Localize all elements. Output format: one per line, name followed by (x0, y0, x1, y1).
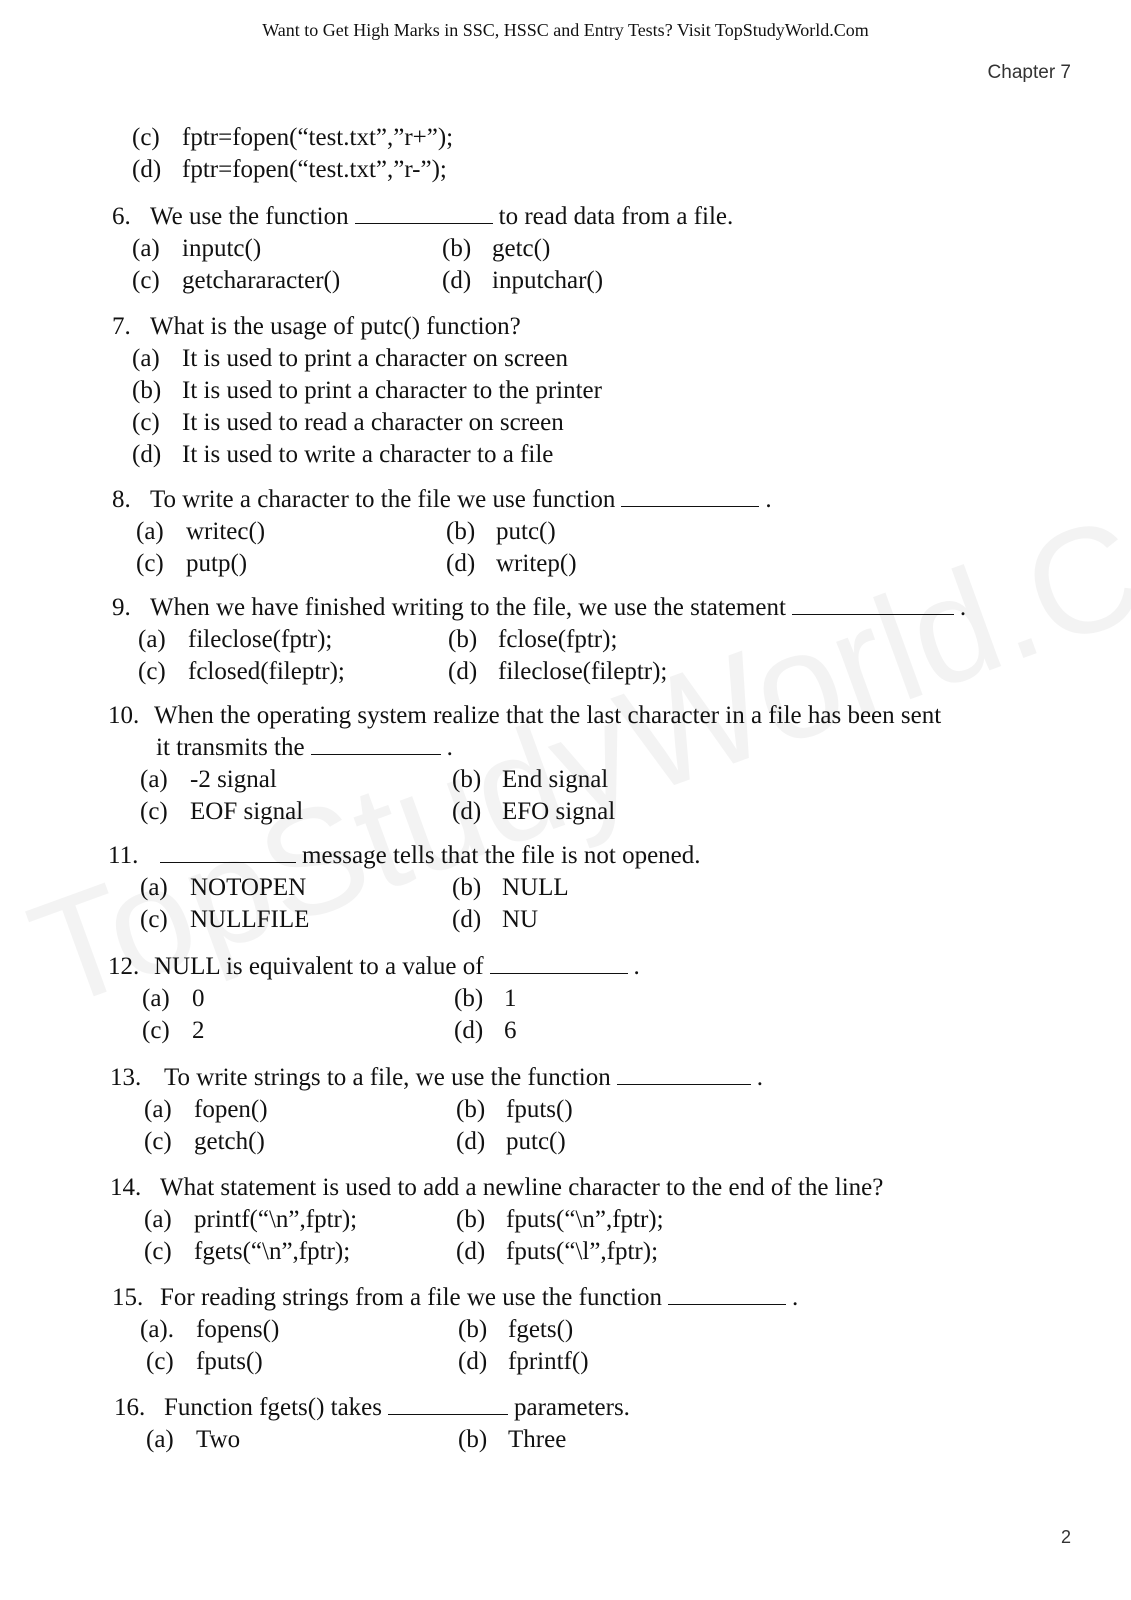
option-text: NULL (502, 874, 569, 901)
option-c (132, 265, 340, 297)
question-number: 7. (112, 313, 131, 340)
option-text: inputc() (182, 235, 262, 262)
question-stem (0, 700, 1131, 732)
stem-text: We use the function (150, 203, 349, 230)
option-d (0, 439, 1131, 471)
option-d (452, 796, 615, 828)
option-c (142, 1015, 205, 1047)
option-text: writep() (496, 550, 577, 577)
option-label: (b) (456, 1206, 486, 1233)
options-row (0, 1424, 1131, 1456)
option-a (146, 1424, 240, 1456)
option-label: (b) (442, 235, 472, 262)
stem-text-end: . (446, 734, 453, 761)
question-stem (0, 1062, 1131, 1094)
option-c (138, 656, 345, 688)
question-stem (0, 951, 1131, 983)
option-text: It is used to print a character to the printer (182, 377, 602, 404)
option-label: (d) (132, 156, 162, 183)
option-b (448, 624, 617, 656)
option-label: (c) (144, 1238, 172, 1265)
question-14 (0, 1172, 1131, 1268)
option-text: fputs(“\l”,fptr); (506, 1238, 659, 1265)
stem-text-end: . (765, 486, 772, 513)
option-text: fputs() (506, 1096, 573, 1123)
option-text: putc() (506, 1128, 566, 1155)
option-text: fileclose(fileptr); (498, 658, 668, 685)
option-label: (d) (454, 1017, 484, 1044)
stem-text: What is the usage of putc() function? (150, 313, 521, 340)
option-d (452, 904, 538, 936)
question-stem (0, 484, 1131, 516)
options-row (0, 1094, 1131, 1126)
page-header: Want to Get High Marks in SSC, HSSC and Entry Tests? Visit TopStudyWorld.Com (262, 20, 869, 40)
option-d (456, 1236, 658, 1268)
question-6 (0, 201, 1131, 297)
option-text: It is used to write a character to a file (182, 441, 554, 468)
options-row (0, 516, 1131, 548)
answer-blank (792, 594, 954, 615)
question-number: 8. (112, 486, 131, 513)
option-b (0, 375, 1131, 407)
question-5-options (0, 122, 1131, 186)
stem-text-end: . (791, 1284, 799, 1311)
question-stem (0, 201, 1131, 233)
option-label: (b) (452, 766, 482, 793)
answer-blank (490, 953, 628, 974)
option-label: (a) (146, 1426, 174, 1453)
option-text: It is used to print a character on screen (182, 345, 568, 372)
chapter-label: Chapter 7 (987, 62, 1071, 83)
options-row (0, 1236, 1131, 1268)
option-a (140, 1314, 279, 1346)
option-a (0, 343, 1131, 375)
question-number: 11. (108, 842, 139, 869)
option-d (458, 1346, 589, 1378)
option-text: fclose(fptr); (498, 626, 618, 653)
option-text: fptr=fopen(“test.txt”,”r+”); (182, 124, 454, 151)
option-text: fclosed(fileptr); (188, 658, 345, 685)
stem-text: When the operating system realize that the last character in a file has been sent (154, 702, 942, 729)
option-d (0, 154, 1131, 186)
answer-blank (621, 486, 759, 507)
option-text: fopens() (196, 1316, 280, 1343)
answer-blank (668, 1284, 786, 1305)
option-text: 2 (192, 1017, 205, 1044)
option-text: NOTOPEN (190, 874, 307, 901)
option-text: NU (502, 906, 539, 933)
option-label: (b) (446, 518, 476, 545)
answer-blank (311, 734, 441, 755)
option-label: (b) (458, 1426, 488, 1453)
option-label: (c) (142, 1017, 170, 1044)
option-c (144, 1126, 265, 1158)
option-b (458, 1314, 573, 1346)
question-number: 6. (112, 203, 131, 230)
option-label: (d) (458, 1348, 488, 1375)
option-text: printf(“\n”,fptr); (194, 1206, 358, 1233)
option-text: It is used to read a character on screen (182, 409, 564, 436)
options-row (0, 1015, 1131, 1047)
option-text: getchararacter() (182, 267, 341, 294)
answer-blank (355, 203, 493, 224)
options-row (0, 904, 1131, 936)
option-label: (d) (132, 441, 162, 468)
options-row (0, 1204, 1131, 1236)
options-row (0, 796, 1131, 828)
option-d (454, 1015, 517, 1047)
option-text: Three (508, 1426, 567, 1453)
option-label: (b) (452, 874, 482, 901)
question-stem (0, 1172, 1131, 1204)
question-11 (0, 840, 1131, 936)
option-label: (b) (448, 626, 478, 653)
option-text: 6 (504, 1017, 517, 1044)
question-stem (0, 1282, 1131, 1314)
option-c (136, 548, 247, 580)
stem-text-end: . (633, 953, 640, 980)
options-row (0, 233, 1131, 265)
option-label: (a) (144, 1206, 172, 1233)
option-b (458, 1424, 566, 1456)
answer-blank (617, 1064, 751, 1085)
option-text: fgets(“\n”,fptr); (194, 1238, 351, 1265)
stem-text: message tells that the file is not opened. (302, 842, 701, 869)
option-a (132, 233, 261, 265)
option-text: Two (196, 1426, 241, 1453)
option-label: (a) (140, 874, 168, 901)
option-b (442, 233, 550, 265)
option-label: (c) (136, 550, 164, 577)
option-label: (b) (454, 985, 484, 1012)
option-label: (c) (132, 124, 160, 151)
question-number: 9. (112, 594, 131, 621)
option-text: 1 (504, 985, 517, 1012)
option-a (140, 764, 277, 796)
option-label: (b) (458, 1316, 488, 1343)
option-d (456, 1126, 566, 1158)
option-text: getch() (194, 1128, 265, 1155)
option-label: (a) (138, 626, 166, 653)
options-row (0, 265, 1131, 297)
option-label: (d) (446, 550, 476, 577)
option-text: fptr=fopen(“test.txt”,”r-”); (182, 156, 447, 183)
answer-blank (160, 842, 296, 863)
question-7 (0, 311, 1131, 471)
option-label: (c) (146, 1348, 174, 1375)
option-b (456, 1204, 664, 1236)
stem-text: For reading strings from a file we use the function (160, 1284, 662, 1311)
option-label: (c) (138, 658, 166, 685)
options-row (0, 764, 1131, 796)
option-label: (d) (456, 1128, 486, 1155)
option-b (452, 764, 608, 796)
option-c (0, 122, 1131, 154)
option-b (452, 872, 569, 904)
question-12 (0, 951, 1131, 1047)
question-stem (0, 1392, 1131, 1424)
option-text: EOF signal (190, 798, 304, 825)
option-label: (a) (132, 235, 160, 262)
option-c (140, 904, 309, 936)
option-b (446, 516, 556, 548)
option-label: (a) (136, 518, 164, 545)
option-d (448, 656, 667, 688)
option-label: (a) (140, 766, 168, 793)
option-a (144, 1094, 268, 1126)
answer-blank (388, 1394, 508, 1415)
question-number: 16. (114, 1394, 146, 1421)
option-text: -2 signal (190, 766, 277, 793)
option-label: (a) (144, 1096, 172, 1123)
options-row (0, 983, 1131, 1015)
option-text: NULLFILE (190, 906, 310, 933)
options-row (0, 1314, 1131, 1346)
option-text: EFO signal (502, 798, 616, 825)
option-d (442, 265, 603, 297)
option-label: (d) (452, 906, 482, 933)
option-c (0, 407, 1131, 439)
option-a (142, 983, 205, 1015)
stem-text: What statement is used to add a newline character to the end of the line? (160, 1174, 884, 1201)
option-a (144, 1204, 357, 1236)
stem-text-end: . (959, 594, 967, 621)
option-label: (a) (142, 985, 170, 1012)
question-number: 15. (112, 1284, 144, 1311)
question-number: 10. (108, 702, 140, 729)
options-row (0, 1126, 1131, 1158)
stem-text: To write a character to the file we use function (150, 486, 616, 513)
option-text: fopen() (194, 1096, 268, 1123)
option-text: getc() (492, 235, 551, 262)
option-text: fputs(“\n”,fptr); (506, 1206, 664, 1233)
option-a (140, 872, 306, 904)
stem-text-end: to read data from a file. (498, 203, 734, 230)
options-row (0, 1346, 1131, 1378)
option-text: inputchar() (492, 267, 604, 294)
option-label: (d) (442, 267, 472, 294)
page-number: 2 (1060, 1527, 1071, 1547)
option-a (138, 624, 332, 656)
options-row (0, 656, 1131, 688)
question-stem (0, 311, 1131, 343)
options-row (0, 872, 1131, 904)
option-c (140, 796, 303, 828)
option-text: fileclose(fptr); (188, 626, 333, 653)
stem-text: it transmits the (156, 734, 305, 761)
stem-text-end: parameters. (514, 1394, 630, 1421)
question-stem (0, 592, 1131, 624)
option-text: writec() (186, 518, 266, 545)
stem-text: NULL is equivalent to a value of (154, 953, 484, 980)
options-row (0, 548, 1131, 580)
option-b (456, 1094, 573, 1126)
question-number: 12. (108, 953, 140, 980)
option-text: End signal (502, 766, 609, 793)
option-text: fprintf() (508, 1348, 589, 1375)
option-label: (c) (140, 906, 168, 933)
option-label: (c) (140, 798, 168, 825)
question-9 (0, 592, 1131, 688)
option-label: (d) (448, 658, 478, 685)
option-label: (d) (452, 798, 482, 825)
stem-text: When we have finished writing to the file, we use the statement (150, 594, 786, 621)
option-label: (c) (132, 409, 160, 436)
option-label: (b) (456, 1096, 486, 1123)
option-text: putp() (186, 550, 248, 577)
option-text: 0 (192, 985, 205, 1012)
option-a (136, 516, 265, 548)
option-label: (c) (132, 267, 160, 294)
option-label: (d) (456, 1238, 486, 1265)
option-d (446, 548, 577, 580)
options-row (0, 624, 1131, 656)
option-label: (a). (140, 1316, 174, 1343)
option-c (144, 1236, 350, 1268)
question-16 (0, 1392, 1131, 1456)
option-text: putc() (496, 518, 556, 545)
stem-text: Function fgets() takes (164, 1394, 383, 1421)
option-label: (c) (144, 1128, 172, 1155)
question-stem (0, 840, 1131, 872)
question-number: 14. (110, 1174, 142, 1201)
option-label: (b) (132, 377, 162, 404)
question-15 (0, 1282, 1131, 1378)
stem-text: To write strings to a file, we use the function (164, 1064, 611, 1091)
option-c (146, 1346, 263, 1378)
question-13 (0, 1062, 1131, 1158)
option-text: fputs() (196, 1348, 263, 1375)
option-b (454, 983, 517, 1015)
option-text: fgets() (508, 1316, 574, 1343)
option-label: (a) (132, 345, 160, 372)
question-number: 13. (110, 1064, 142, 1091)
stem-text-end: . (756, 1064, 764, 1091)
question-10 (0, 700, 1131, 828)
question-stem-continued (0, 732, 1131, 764)
question-8 (0, 484, 1131, 580)
